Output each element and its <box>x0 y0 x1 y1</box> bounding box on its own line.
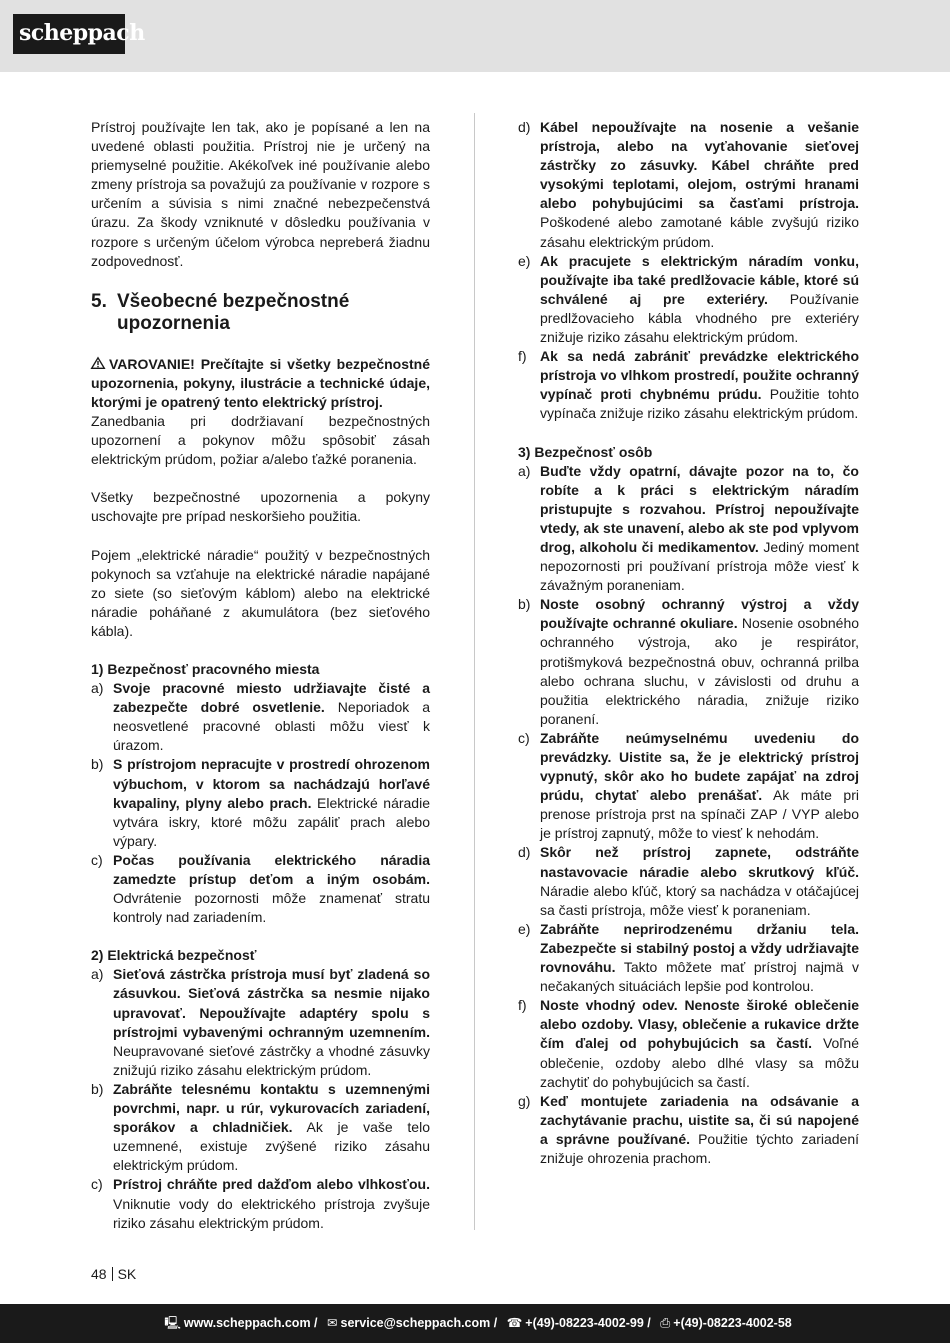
item-text: Zabráňte neúmyselnému uvedeniu do prevádzky. Uistite sa, že je elektrický prístroj vypnutý, skôr ako ho budete zapájať na zdroj prúdu, chytať alebo prenášať. Ak máte pri prenose prístroja prst na spínači ZAP / VYP alebo je prístroj zapnutý, môže to viesť k nehodám. <box>540 729 859 842</box>
list-item <box>518 252 859 347</box>
item-label: d) <box>518 119 531 135</box>
item-label: f) <box>518 997 527 1014</box>
item-text: Kábel nepoužívajte na nosenie a vešanie prístroja, alebo na vyťahovanie sieťovej zástrčky zo zásuvky. Kábel chráňte pred vysokými teplotami, olejom, ostrými hranami alebo pohybujúcimi sa časťami prístroja. Poškodené alebo zamotané káble zvyšujú riziko zásahu elektrickým prúdom. <box>540 119 859 250</box>
page-number <box>91 1266 136 1282</box>
page-number-value: 48 <box>91 1266 107 1282</box>
footer-separator: / <box>647 1316 651 1330</box>
footer-fax: +(49)-08223-4002-58 <box>673 1316 792 1330</box>
item-label: b) <box>91 1080 104 1097</box>
computer-icon: 🖳 <box>164 1316 181 1330</box>
brand-logo: scheppach <box>13 14 125 54</box>
warning-paragraph <box>91 355 430 412</box>
warning-triangle-icon <box>91 355 105 374</box>
fax-icon: ⎙ <box>660 1316 671 1330</box>
item-label: c) <box>518 729 530 746</box>
section-heading <box>91 291 430 335</box>
phone-icon: ☎ <box>506 1316 523 1330</box>
column-divider <box>474 113 475 1230</box>
item-label: a) <box>91 966 104 983</box>
intro-paragraph: Prístroj používajte len tak, ako je popísané a len na uvedené oblasti použitia. Prístroj nie je určený na priemyselné použitie. Akékoľvek iné používanie alebo zmeny prístroja sa považujú za používanie v rozpore s určením a súvisia s nimi značné nebezpečenstvá úrazu. Za škody vzniknuté v dôsledku používania v rozpore s určeným účelom výrobca nepreberá žiadnu zodpovednosť. <box>91 119 430 269</box>
item-text: Počas používania elektrického náradia zamedzte prístup deťom a iným osobám. Odvrátenie pozornosti môže znamenať stratu kontroly nad zariadením. <box>113 851 430 926</box>
page-language: SK <box>117 1266 137 1282</box>
item-text: Zabráňte telesnému kontaktu s uzemnenými povrchmi, napr. u rúr, vykurovacích zariadení, sporákov a chladničiek. Ak je vaše telo uzemnené, existuje zvýšené riziko zásahu elektrickým prúdom. <box>113 1080 430 1174</box>
left-column <box>91 118 430 1233</box>
item-label: e) <box>518 252 531 269</box>
item-text: Keď montujete zariadenia na odsávanie a zachytávanie prachu, uistite sa, či sú napojené a správne používané. Použitie týchto zariadení znižuje ohrozenia prachom. <box>540 1092 860 1166</box>
mail-icon: ✉ <box>327 1316 338 1330</box>
item-text: Zabráňte neprirodzenému držaniu tela. Zabezpečte si stabilný postoj a vždy udržiavajte rovnováhu. Takto môžete mať prístroj najmä v nečakaných situáciách lepšie pod kontrolou. <box>540 920 860 995</box>
list-item <box>91 965 430 1080</box>
item-label: e) <box>518 920 531 937</box>
subsection-heading-personal: 3) Bezpečnosť osôb <box>518 443 653 460</box>
list-item <box>91 851 430 927</box>
item-text: Noste vhodný odev. Nenoste široké oblečenie alebo ozdoby. Vlasy, oblečenie a rukavice držte čím ďalej od pohybujúcich sa častí. Voľné oblečenie, ozdoby alebo dlhé vlasy sa môžu zachytiť do pohybujúcich sa častí. <box>540 997 859 1090</box>
footer-website[interactable]: www.scheppach.com <box>183 1316 311 1330</box>
list-item <box>91 679 430 755</box>
list-item <box>518 996 859 1091</box>
list-item <box>518 920 859 996</box>
item-text: Prístroj chráňte pred dažďom alebo vlhkosťou. Vniknutie vody do elektrického prístroja zvyšuje riziko zásahu elektrickým prúdom. <box>113 1176 430 1231</box>
list-item <box>518 729 859 844</box>
page-number-separator <box>112 1267 113 1281</box>
item-text: Ak pracujete s elektrickým náradím vonku, používajte iba také predlžovacie káble, ktoré sú schválené aj pre exteriéry. Používanie predlžovacieho kábla vhodného pre exteriéry znižuje riziko zásahu elektrickým prúdom. <box>540 252 859 346</box>
keep-instructions-paragraph: Všetky bezpečnostné upozornenia a pokyny uschovajte pre prípad neskoršieho použitia. <box>91 489 430 525</box>
item-text: Sieťová zástrčka prístroja musí byť zladená so zásuvkou. Sieťová zástrčka sa nesmie nijako upravovať. Nepoužívajte adaptéry spolu s prístrojmi vybavenými ochranným uzemnením. Neupravované sieťové zástrčky a vhodné zásuvky znižujú riziko zásahu elektrickým prúdom. <box>113 966 430 1078</box>
list-item <box>518 1092 859 1168</box>
section-title: Všeobecné bezpečnostné upozornenia <box>117 290 350 334</box>
footer-email[interactable]: service@scheppach.com <box>340 1316 491 1330</box>
list-item <box>518 462 859 596</box>
item-label: b) <box>518 596 531 613</box>
footer-phone: +(49)-08223-4002-99 <box>525 1316 644 1330</box>
list-item <box>518 595 859 729</box>
list-item <box>91 755 430 850</box>
item-text: S prístrojom nepracujte v prostredí ohrozenom výbuchom, v ktorom sa nachádzajú horľavé kvapaliny, plyny alebo prach. Elektrické náradie vytvára iskry, ktoré môžu zapáliť prach alebo výpary. <box>113 756 430 849</box>
header-bar <box>0 0 950 72</box>
list-item <box>518 347 859 423</box>
contact-footer <box>0 1304 950 1343</box>
warning-bold: VAROVANIE! Prečítajte si všetky bezpečnostné upozornenia, pokyny, ilustrácie a technické údaje, ktorými je opatrený tento elektrický prístroj. <box>91 355 430 410</box>
subsection-heading-workplace: 1) Bezpečnosť pracovného miesta <box>91 660 320 677</box>
item-text: Skôr než prístroj zapnete, odstráňte nastavovacie náradie alebo skrutkový kľúč. Náradie alebo kľúč, ktorý sa nachádza v otáčajúcej sa časti prístroja, môže viesť k poraneniam. <box>540 844 859 918</box>
section-number: 5. <box>91 290 107 312</box>
item-label: c) <box>91 851 103 868</box>
list-item <box>518 843 859 919</box>
item-label: a) <box>91 680 104 697</box>
item-label: g) <box>518 1092 531 1109</box>
right-column <box>518 118 859 1168</box>
item-text: Noste osobný ochranný výstroj a vždy používajte ochranné okuliare. Nosenie osobného ochranného výstroja, ako je respirátor, protišmyková bezpečnostná obuv, ochranná prilba alebo ochrana sluchu, v závislosti od druhu a použitia elektrického náradia, znižuje riziko poranení. <box>540 596 860 727</box>
item-label: a) <box>518 462 531 479</box>
footer-separator: / <box>314 1316 318 1330</box>
list-item <box>518 118 859 252</box>
footer-separator: / <box>493 1316 498 1330</box>
list-item <box>91 1080 430 1175</box>
item-label: f) <box>518 348 527 365</box>
warning-text: Zanedbania pri dodržiavaní bezpečnostných upozornení a pokynov môžu spôsobiť zásah elektrickým prúdom, požiar a/alebo ťažké poranenia. <box>91 413 430 468</box>
subsection-heading-electrical: 2) Elektrická bezpečnosť <box>91 947 257 964</box>
item-label: b) <box>91 756 104 773</box>
item-label: c) <box>91 1176 103 1193</box>
item-text: Buďte vždy opatrní, dávajte pozor na to, čo robíte a k práci s elektrickým náradím pristupujte s rozvahou. Prístroj nepoužívajte vtedy, ak ste unavení, alebo ak ste pod vplyvom drog, alkoholu či medikamentov. Jediný moment nepozornosti pri používaní prístroja môže viesť k závažným poraneniam. <box>540 462 860 594</box>
item-text: Svoje pracovné miesto udržiavajte čisté a zabezpečte dobré osvetlenie. Neporiadok a neosvetlené pracovné oblasti môžu viesť k úrazom. <box>113 680 431 754</box>
item-label: d) <box>518 844 531 861</box>
item-text: Ak sa nedá zabrániť prevádzke elektrického prístroja vo vlhkom prostredí, použite ochranný vypínač proti chybnému prúdu. Použitie tohto vypínača znižuje riziko zásahu elektrickým prúdom. <box>540 348 859 422</box>
term-definition-paragraph: Pojem „elektrické náradie“ použitý v bezpečnostných pokynoch sa vzťahuje na elektrické náradie napájané zo siete (so sieťovým káblom) alebo na elektrické náradie poháňané z akumulátora (bez sieťového kábla). <box>91 546 430 639</box>
list-item <box>91 1175 430 1232</box>
